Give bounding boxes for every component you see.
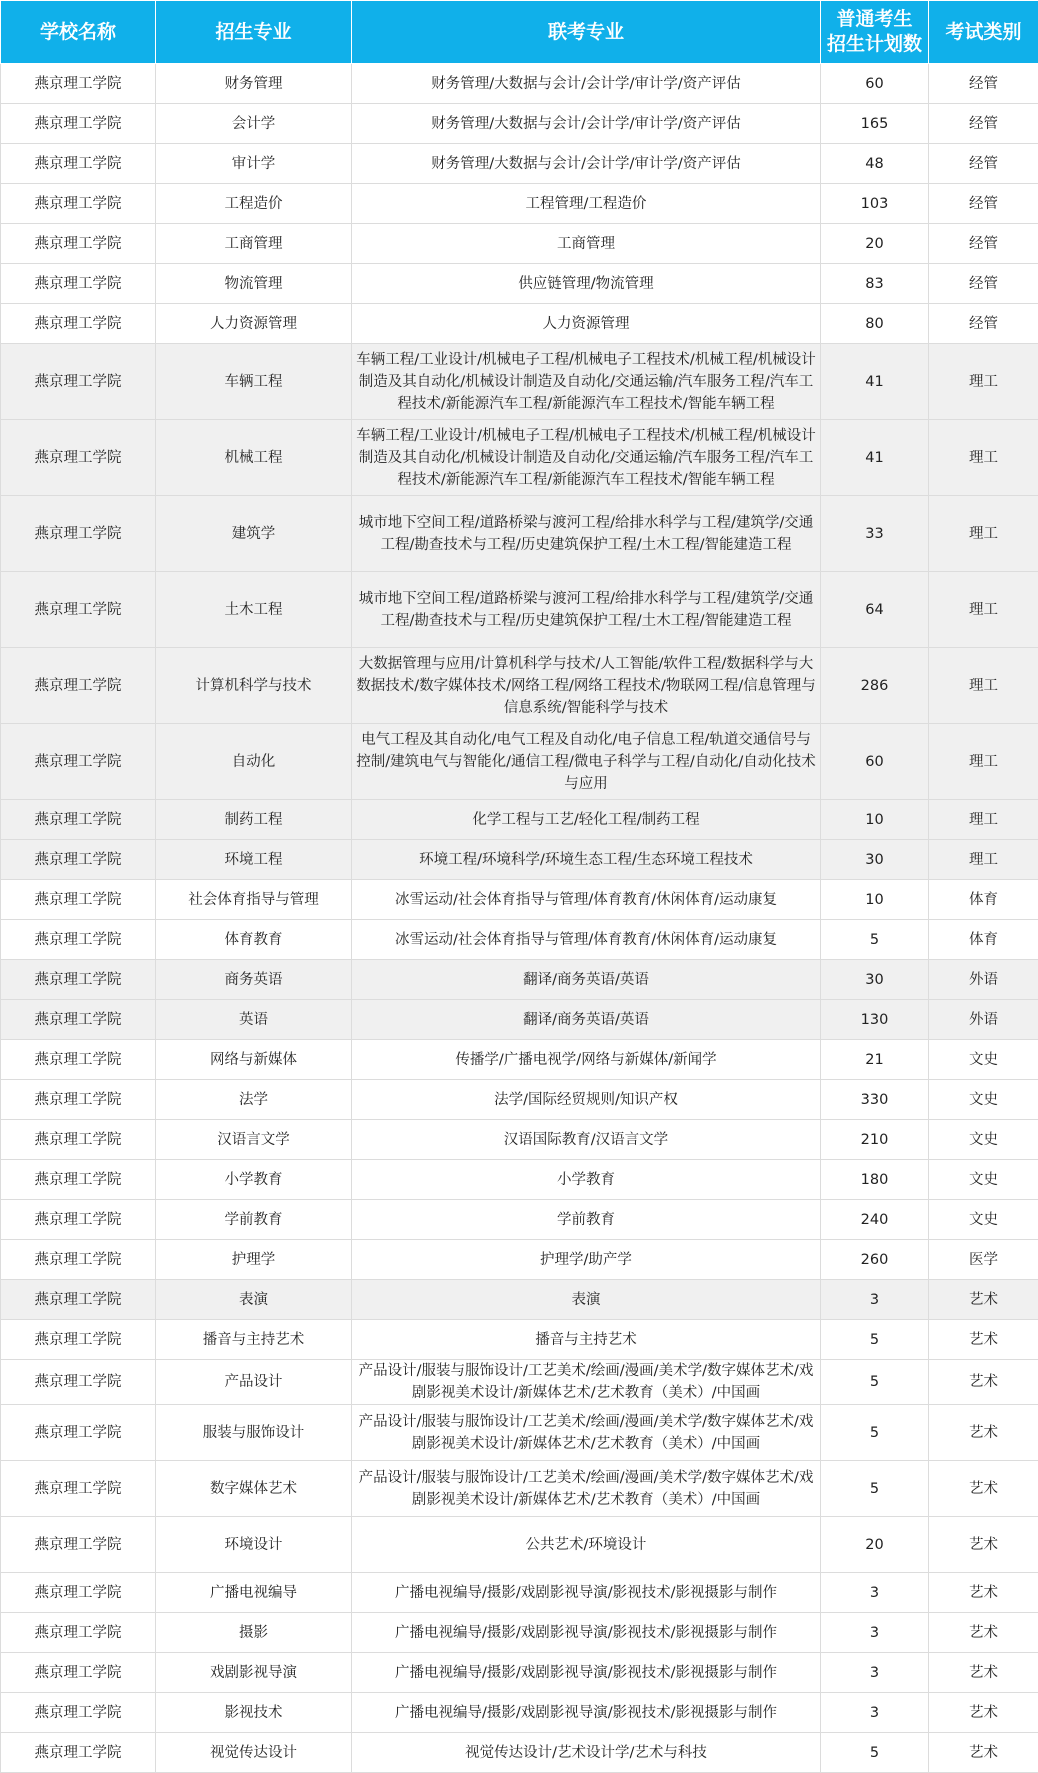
- cell-category: 理工: [929, 420, 1038, 496]
- cell-joint-major: 公共艺术/环境设计: [352, 1517, 821, 1573]
- cell-joint-major: 工商管理: [352, 224, 821, 264]
- cell-joint-major: 汉语国际教育/汉语言文学: [352, 1120, 821, 1160]
- cell-major: 数字媒体艺术: [156, 1461, 352, 1517]
- cell-plan: 21: [821, 1040, 929, 1080]
- cell-joint-major: 城市地下空间工程/道路桥梁与渡河工程/给排水科学与工程/建筑学/交通工程/勘查技术与工程/历史建筑保护工程/土木工程/智能建造工程: [352, 572, 821, 648]
- cell-major: 制药工程: [156, 800, 352, 840]
- cell-joint-major: 广播电视编导/摄影/戏剧影视导演/影视技术/影视摄影与制作: [352, 1653, 821, 1693]
- cell-major: 体育教育: [156, 920, 352, 960]
- cell-category: 外语: [929, 960, 1038, 1000]
- cell-joint-major: 传播学/广播电视学/网络与新媒体/新闻学: [352, 1040, 821, 1080]
- cell-major: 会计学: [156, 104, 352, 144]
- cell-school: 燕京理工学院: [1, 496, 156, 572]
- cell-joint-major: 播音与主持艺术: [352, 1320, 821, 1360]
- cell-major: 车辆工程: [156, 344, 352, 420]
- cell-major: 英语: [156, 1000, 352, 1040]
- header-school: 学校名称: [1, 1, 156, 64]
- cell-school: 燕京理工学院: [1, 572, 156, 648]
- cell-plan: 5: [821, 1461, 929, 1517]
- table-row: [1, 1200, 1038, 1240]
- cell-joint-major: 冰雪运动/社会体育指导与管理/体育教育/休闲体育/运动康复: [352, 880, 821, 920]
- cell-school: 燕京理工学院: [1, 420, 156, 496]
- cell-joint-major: 大数据管理与应用/计算机科学与技术/人工智能/软件工程/数据科学与大数据技术/数字媒体技术/网络工程/网络工程技术/物联网工程/信息管理与信息系统/智能科学与技术: [352, 648, 821, 724]
- cell-major: 环境设计: [156, 1517, 352, 1573]
- cell-plan: 3: [821, 1613, 929, 1653]
- cell-category: 经管: [929, 304, 1038, 344]
- cell-plan: 130: [821, 1000, 929, 1040]
- header-plan: [821, 1, 929, 64]
- cell-major: 工商管理: [156, 224, 352, 264]
- cell-plan: 3: [821, 1693, 929, 1733]
- cell-major: 人力资源管理: [156, 304, 352, 344]
- cell-category: 经管: [929, 184, 1038, 224]
- cell-category: 理工: [929, 800, 1038, 840]
- cell-school: 燕京理工学院: [1, 1405, 156, 1461]
- cell-category: 文史: [929, 1040, 1038, 1080]
- cell-category: 艺术: [929, 1405, 1038, 1461]
- cell-plan: 3: [821, 1573, 929, 1613]
- cell-joint-major: 车辆工程/工业设计/机械电子工程/机械电子工程技术/机械工程/机械设计制造及其自动化/机械设计制造及自动化/交通运输/汽车服务工程/汽车工程技术/新能源汽车工程/新能源汽车工程技术/智能车辆工程: [352, 420, 821, 496]
- cell-plan: 20: [821, 1517, 929, 1573]
- table-row: [1, 496, 1038, 572]
- table-row: [1, 224, 1038, 264]
- cell-category: 文史: [929, 1120, 1038, 1160]
- cell-category: 经管: [929, 144, 1038, 184]
- cell-joint-major: 广播电视编导/摄影/戏剧影视导演/影视技术/影视摄影与制作: [352, 1693, 821, 1733]
- cell-joint-major: 环境工程/环境科学/环境生态工程/生态环境工程技术: [352, 840, 821, 880]
- cell-school: 燕京理工学院: [1, 304, 156, 344]
- cell-plan: 3: [821, 1653, 929, 1693]
- table-header: [1, 1, 1038, 64]
- cell-category: 理工: [929, 572, 1038, 648]
- cell-school: 燕京理工学院: [1, 1613, 156, 1653]
- cell-joint-major: 广播电视编导/摄影/戏剧影视导演/影视技术/影视摄影与制作: [352, 1613, 821, 1653]
- table-row: [1, 1613, 1038, 1653]
- cell-school: 燕京理工学院: [1, 1517, 156, 1573]
- cell-joint-major: 表演: [352, 1280, 821, 1320]
- cell-joint-major: 广播电视编导/摄影/戏剧影视导演/影视技术/影视摄影与制作: [352, 1573, 821, 1613]
- table-row: [1, 144, 1038, 184]
- table-row: [1, 304, 1038, 344]
- cell-school: 燕京理工学院: [1, 800, 156, 840]
- cell-plan: 5: [821, 1405, 929, 1461]
- cell-joint-major: 工程管理/工程造价: [352, 184, 821, 224]
- header-major: 招生专业: [156, 1, 352, 64]
- cell-joint-major: 财务管理/大数据与会计/会计学/审计学/资产评估: [352, 64, 821, 104]
- table-row: [1, 880, 1038, 920]
- cell-category: 艺术: [929, 1320, 1038, 1360]
- cell-category: 经管: [929, 104, 1038, 144]
- cell-major: 自动化: [156, 724, 352, 800]
- cell-major: 小学教育: [156, 1160, 352, 1200]
- cell-school: 燕京理工学院: [1, 1461, 156, 1517]
- table-row: [1, 264, 1038, 304]
- table-row: [1, 184, 1038, 224]
- cell-major: 汉语言文学: [156, 1120, 352, 1160]
- header-category: 考试类别: [929, 1, 1038, 64]
- cell-major: 财务管理: [156, 64, 352, 104]
- cell-school: 燕京理工学院: [1, 1160, 156, 1200]
- table-row: [1, 1653, 1038, 1693]
- cell-plan: 48: [821, 144, 929, 184]
- cell-major: 播音与主持艺术: [156, 1320, 352, 1360]
- cell-joint-major: 视觉传达设计/艺术设计学/艺术与科技: [352, 1733, 821, 1773]
- cell-category: 体育: [929, 880, 1038, 920]
- cell-school: 燕京理工学院: [1, 1320, 156, 1360]
- cell-joint-major: 产品设计/服装与服饰设计/工艺美术/绘画/漫画/美术学/数字媒体艺术/戏剧影视美术设计/新媒体艺术/艺术教育（美术）/中国画: [352, 1461, 821, 1517]
- cell-category: 理工: [929, 724, 1038, 800]
- cell-plan: 165: [821, 104, 929, 144]
- cell-school: 燕京理工学院: [1, 64, 156, 104]
- cell-joint-major: 产品设计/服装与服饰设计/工艺美术/绘画/漫画/美术学/数字媒体艺术/戏剧影视美术设计/新媒体艺术/艺术教育（美术）/中国画: [352, 1360, 821, 1405]
- cell-school: 燕京理工学院: [1, 648, 156, 724]
- cell-joint-major: 冰雪运动/社会体育指导与管理/体育教育/休闲体育/运动康复: [352, 920, 821, 960]
- cell-plan: 5: [821, 920, 929, 960]
- table-body: [1, 64, 1038, 1773]
- cell-joint-major: 法学/国际经贸规则/知识产权: [352, 1080, 821, 1120]
- cell-joint-major: 翻译/商务英语/英语: [352, 960, 821, 1000]
- table-row: [1, 1693, 1038, 1733]
- cell-plan: 33: [821, 496, 929, 572]
- cell-plan: 30: [821, 840, 929, 880]
- cell-school: 燕京理工学院: [1, 880, 156, 920]
- cell-plan: 240: [821, 1200, 929, 1240]
- cell-joint-major: 学前教育: [352, 1200, 821, 1240]
- table-row: [1, 1040, 1038, 1080]
- cell-major: 摄影: [156, 1613, 352, 1653]
- cell-school: 燕京理工学院: [1, 1120, 156, 1160]
- header-plan-line1: 普通考生: [821, 7, 928, 32]
- cell-plan: 10: [821, 800, 929, 840]
- cell-major: 工程造价: [156, 184, 352, 224]
- cell-plan: 80: [821, 304, 929, 344]
- cell-category: 医学: [929, 1240, 1038, 1280]
- cell-major: 法学: [156, 1080, 352, 1120]
- cell-plan: 60: [821, 64, 929, 104]
- cell-major: 服装与服饰设计: [156, 1405, 352, 1461]
- cell-school: 燕京理工学院: [1, 724, 156, 800]
- cell-plan: 64: [821, 572, 929, 648]
- cell-plan: 3: [821, 1280, 929, 1320]
- cell-plan: 20: [821, 224, 929, 264]
- cell-category: 文史: [929, 1160, 1038, 1200]
- cell-category: 经管: [929, 64, 1038, 104]
- cell-plan: 103: [821, 184, 929, 224]
- table-row: [1, 960, 1038, 1000]
- cell-school: 燕京理工学院: [1, 264, 156, 304]
- cell-category: 艺术: [929, 1280, 1038, 1320]
- cell-school: 燕京理工学院: [1, 104, 156, 144]
- table-row: [1, 104, 1038, 144]
- cell-plan: 260: [821, 1240, 929, 1280]
- cell-joint-major: 护理学/助产学: [352, 1240, 821, 1280]
- cell-major: 物流管理: [156, 264, 352, 304]
- table-row: [1, 572, 1038, 648]
- cell-major: 产品设计: [156, 1360, 352, 1405]
- cell-category: 艺术: [929, 1461, 1038, 1517]
- cell-joint-major: 人力资源管理: [352, 304, 821, 344]
- cell-plan: 210: [821, 1120, 929, 1160]
- table-row: [1, 920, 1038, 960]
- cell-major: 影视技术: [156, 1693, 352, 1733]
- table-row: [1, 648, 1038, 724]
- cell-category: 经管: [929, 224, 1038, 264]
- cell-school: 燕京理工学院: [1, 1653, 156, 1693]
- cell-category: 艺术: [929, 1573, 1038, 1613]
- cell-plan: 5: [821, 1360, 929, 1405]
- cell-school: 燕京理工学院: [1, 840, 156, 880]
- table-row: [1, 840, 1038, 880]
- cell-school: 燕京理工学院: [1, 1000, 156, 1040]
- table-row: [1, 724, 1038, 800]
- table-row: [1, 420, 1038, 496]
- cell-major: 视觉传达设计: [156, 1733, 352, 1773]
- cell-major: 环境工程: [156, 840, 352, 880]
- cell-major: 学前教育: [156, 1200, 352, 1240]
- cell-category: 艺术: [929, 1693, 1038, 1733]
- cell-category: 艺术: [929, 1653, 1038, 1693]
- cell-school: 燕京理工学院: [1, 344, 156, 420]
- cell-category: 艺术: [929, 1360, 1038, 1405]
- cell-joint-major: 化学工程与工艺/轻化工程/制药工程: [352, 800, 821, 840]
- table-row: [1, 1320, 1038, 1360]
- table-row: [1, 1405, 1038, 1461]
- cell-category: 艺术: [929, 1517, 1038, 1573]
- cell-category: 艺术: [929, 1613, 1038, 1653]
- cell-plan: 180: [821, 1160, 929, 1200]
- cell-category: 艺术: [929, 1733, 1038, 1773]
- table-row: [1, 64, 1038, 104]
- cell-joint-major: 翻译/商务英语/英语: [352, 1000, 821, 1040]
- cell-category: 理工: [929, 648, 1038, 724]
- cell-school: 燕京理工学院: [1, 1733, 156, 1773]
- cell-major: 戏剧影视导演: [156, 1653, 352, 1693]
- table-row: [1, 1360, 1038, 1405]
- table-row: [1, 1000, 1038, 1040]
- cell-joint-major: 小学教育: [352, 1160, 821, 1200]
- cell-major: 网络与新媒体: [156, 1040, 352, 1080]
- cell-major: 商务英语: [156, 960, 352, 1000]
- cell-joint-major: 城市地下空间工程/道路桥梁与渡河工程/给排水科学与工程/建筑学/交通工程/勘查技术与工程/历史建筑保护工程/土木工程/智能建造工程: [352, 496, 821, 572]
- cell-school: 燕京理工学院: [1, 1573, 156, 1613]
- cell-school: 燕京理工学院: [1, 960, 156, 1000]
- cell-school: 燕京理工学院: [1, 1693, 156, 1733]
- table-row: [1, 1080, 1038, 1120]
- cell-joint-major: 电气工程及其自动化/电气工程及自动化/电子信息工程/轨道交通信号与控制/建筑电气与智能化/通信工程/微电子科学与工程/自动化/自动化技术与应用: [352, 724, 821, 800]
- cell-major: 计算机科学与技术: [156, 648, 352, 724]
- cell-school: 燕京理工学院: [1, 1360, 156, 1405]
- table-row: [1, 1160, 1038, 1200]
- header-joint-major: 联考专业: [352, 1, 821, 64]
- cell-school: 燕京理工学院: [1, 920, 156, 960]
- cell-plan: 41: [821, 420, 929, 496]
- cell-category: 文史: [929, 1080, 1038, 1120]
- cell-plan: 60: [821, 724, 929, 800]
- cell-category: 理工: [929, 344, 1038, 420]
- cell-joint-major: 车辆工程/工业设计/机械电子工程/机械电子工程技术/机械工程/机械设计制造及其自动化/机械设计制造及自动化/交通运输/汽车服务工程/汽车工程技术/新能源汽车工程/新能源汽车工程技术/智能车辆工程: [352, 344, 821, 420]
- cell-category: 理工: [929, 840, 1038, 880]
- cell-major: 建筑学: [156, 496, 352, 572]
- table-row: [1, 1573, 1038, 1613]
- cell-category: 理工: [929, 496, 1038, 572]
- cell-category: 文史: [929, 1200, 1038, 1240]
- cell-school: 燕京理工学院: [1, 144, 156, 184]
- table-row: [1, 344, 1038, 420]
- cell-major: 广播电视编导: [156, 1573, 352, 1613]
- cell-major: 机械工程: [156, 420, 352, 496]
- header-plan-line2: 招生计划数: [821, 32, 928, 57]
- table-row: [1, 1461, 1038, 1517]
- cell-plan: 10: [821, 880, 929, 920]
- cell-plan: 286: [821, 648, 929, 724]
- cell-plan: 83: [821, 264, 929, 304]
- cell-school: 燕京理工学院: [1, 1280, 156, 1320]
- cell-category: 外语: [929, 1000, 1038, 1040]
- cell-joint-major: 财务管理/大数据与会计/会计学/审计学/资产评估: [352, 144, 821, 184]
- table-row: [1, 1120, 1038, 1160]
- cell-school: 燕京理工学院: [1, 1040, 156, 1080]
- cell-major: 社会体育指导与管理: [156, 880, 352, 920]
- cell-plan: 5: [821, 1733, 929, 1773]
- cell-major: 土木工程: [156, 572, 352, 648]
- cell-plan: 5: [821, 1320, 929, 1360]
- cell-major: 审计学: [156, 144, 352, 184]
- cell-school: 燕京理工学院: [1, 184, 156, 224]
- table-row: [1, 1280, 1038, 1320]
- cell-plan: 41: [821, 344, 929, 420]
- cell-category: 体育: [929, 920, 1038, 960]
- cell-category: 经管: [929, 264, 1038, 304]
- cell-plan: 30: [821, 960, 929, 1000]
- cell-school: 燕京理工学院: [1, 1200, 156, 1240]
- cell-joint-major: 供应链管理/物流管理: [352, 264, 821, 304]
- cell-school: 燕京理工学院: [1, 1080, 156, 1120]
- cell-joint-major: 财务管理/大数据与会计/会计学/审计学/资产评估: [352, 104, 821, 144]
- cell-joint-major: 产品设计/服装与服饰设计/工艺美术/绘画/漫画/美术学/数字媒体艺术/戏剧影视美术设计/新媒体艺术/艺术教育（美术）/中国画: [352, 1405, 821, 1461]
- cell-major: 表演: [156, 1280, 352, 1320]
- cell-school: 燕京理工学院: [1, 1240, 156, 1280]
- cell-plan: 330: [821, 1080, 929, 1120]
- cell-school: 燕京理工学院: [1, 224, 156, 264]
- table-row: [1, 800, 1038, 840]
- cell-major: 护理学: [156, 1240, 352, 1280]
- table-row: [1, 1517, 1038, 1573]
- table-row: [1, 1240, 1038, 1280]
